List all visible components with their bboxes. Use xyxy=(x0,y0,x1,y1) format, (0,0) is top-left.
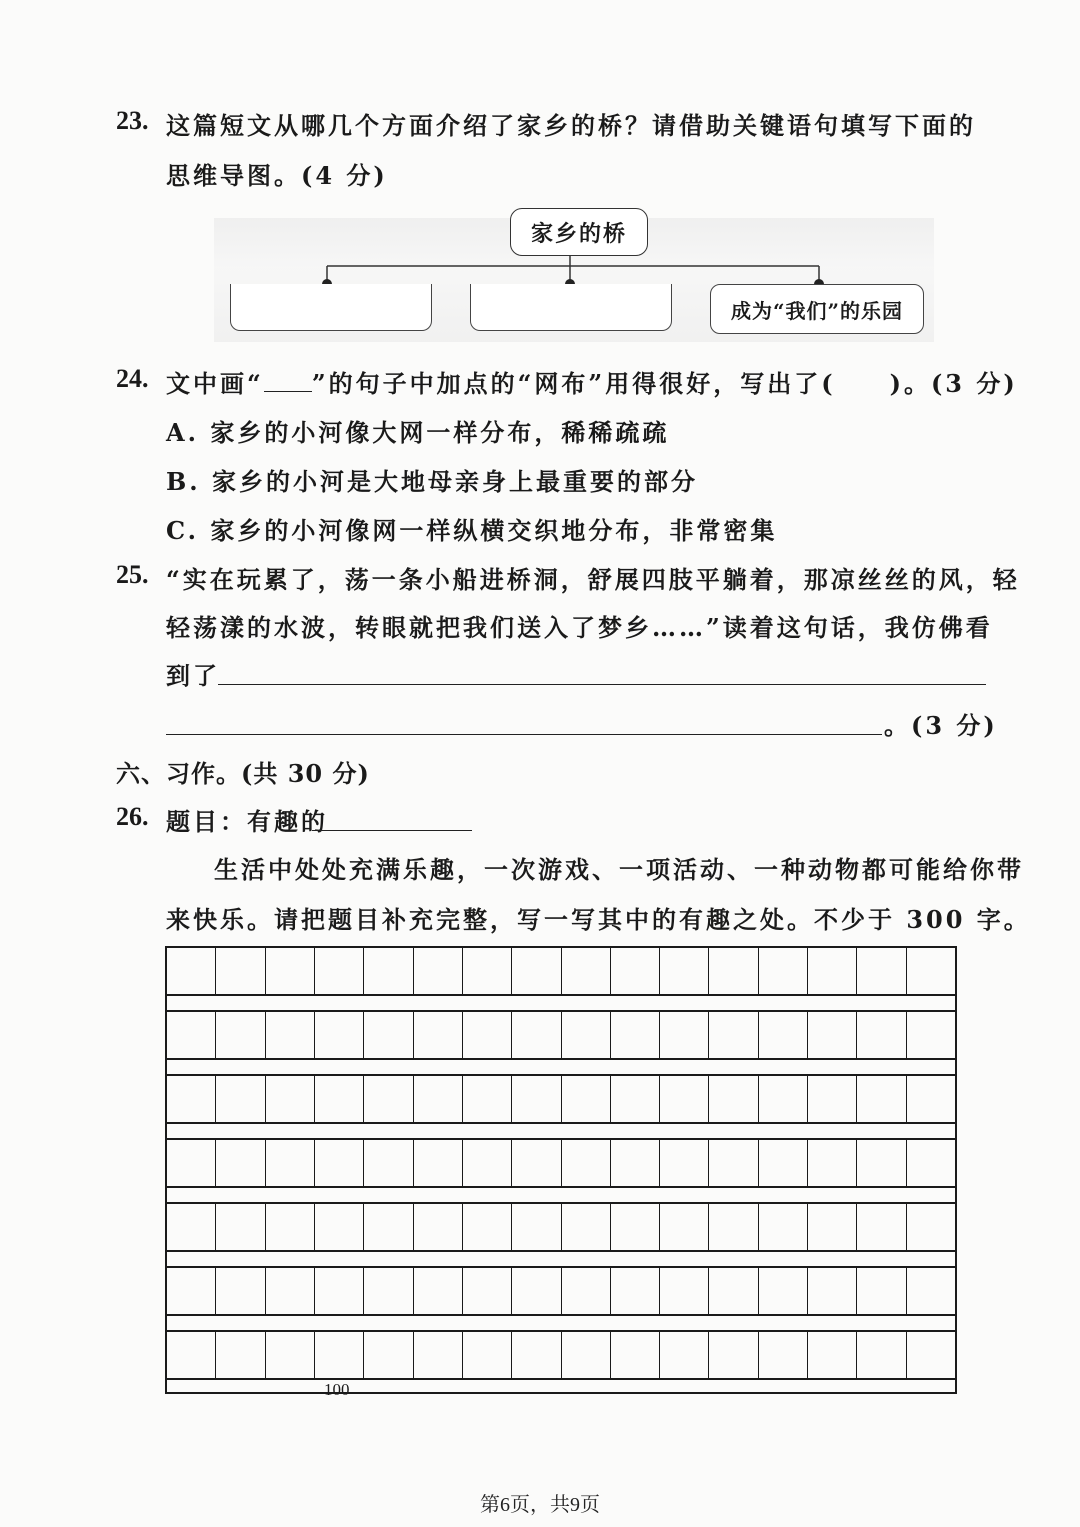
grid-cell[interactable] xyxy=(857,1140,906,1186)
grid-cell[interactable] xyxy=(463,1268,512,1314)
mindmap-blank-1[interactable] xyxy=(230,284,432,331)
grid-cell[interactable] xyxy=(562,1012,611,1058)
q26-prompt-2: 来快乐。请把题目补充完整，写一写其中的有趣之处。不少于 300 字。 xyxy=(166,905,1031,934)
q26-prompt-1: 生活中处处充满乐趣，一次游戏、一项活动、一种动物都可能给你带 xyxy=(214,855,1024,884)
grid-row[interactable] xyxy=(165,1266,957,1316)
grid-cell[interactable] xyxy=(167,1332,216,1378)
grid-cell[interactable] xyxy=(562,1332,611,1378)
grid-cell[interactable] xyxy=(414,948,463,994)
grid-cell[interactable] xyxy=(857,1268,906,1314)
grid-cell[interactable] xyxy=(709,1076,758,1122)
grid-cell[interactable] xyxy=(857,1332,906,1378)
grid-cell[interactable] xyxy=(808,1332,857,1378)
grid-cell[interactable] xyxy=(512,1268,561,1314)
grid-cell[interactable] xyxy=(808,1204,857,1250)
q25-line1: “实在玩累了，荡一条小船进桥洞，舒展四肢平躺着，那凉丝丝的风，轻 xyxy=(166,565,1020,594)
grid-cell[interactable] xyxy=(463,1332,512,1378)
grid-cell[interactable] xyxy=(266,1012,315,1058)
grid-cell[interactable] xyxy=(562,1268,611,1314)
grid-cell[interactable] xyxy=(315,1332,364,1378)
grid-cell[interactable] xyxy=(611,1076,660,1122)
grid-cell[interactable] xyxy=(512,948,561,994)
grid-cell[interactable] xyxy=(907,1332,955,1378)
grid-cell[interactable] xyxy=(364,948,413,994)
grid-cell[interactable] xyxy=(512,1204,561,1250)
grid-cell[interactable] xyxy=(216,1140,265,1186)
grid-cell[interactable] xyxy=(907,1204,955,1250)
grid-cell[interactable] xyxy=(857,1012,906,1058)
grid-cell[interactable] xyxy=(907,1140,955,1186)
grid-cell[interactable] xyxy=(660,1076,709,1122)
mindmap-blank-2[interactable] xyxy=(470,284,672,331)
grid-cell[interactable] xyxy=(857,1076,906,1122)
grid-cell[interactable] xyxy=(660,1204,709,1250)
grid-cell[interactable] xyxy=(364,1012,413,1058)
q23-line2: 思维导图。(4 分) xyxy=(166,161,388,190)
grid-cell[interactable] xyxy=(364,1268,413,1314)
grid-cell[interactable] xyxy=(167,1268,216,1314)
grid-cell[interactable] xyxy=(414,1204,463,1250)
q24-stem-part-b: ”的句子中加点的“网布”用得很好，写出了( xyxy=(311,369,836,398)
grid-cell[interactable] xyxy=(216,1012,265,1058)
grid-cell[interactable] xyxy=(808,948,857,994)
grid-cell[interactable] xyxy=(463,948,512,994)
grid-cell[interactable] xyxy=(266,1076,315,1122)
grid-cell[interactable] xyxy=(167,1204,216,1250)
grid-cell[interactable] xyxy=(857,948,906,994)
q25-line3: 到了 xyxy=(166,661,220,690)
grid-cell[interactable] xyxy=(512,1140,561,1186)
grid-cell[interactable] xyxy=(315,1268,364,1314)
grid-cell[interactable] xyxy=(364,1332,413,1378)
grid-row-gap xyxy=(165,1252,957,1266)
grid-cell[interactable] xyxy=(611,1332,660,1378)
grid-cell[interactable] xyxy=(414,1268,463,1314)
grid-cell[interactable] xyxy=(512,1332,561,1378)
q24-stem-part-a: 文中画“ xyxy=(166,369,264,398)
grid-cell[interactable] xyxy=(759,948,808,994)
grid-row[interactable] xyxy=(165,1138,957,1188)
grid-cell[interactable] xyxy=(759,1012,808,1058)
q24-option-c[interactable]: C. 家乡的小河像网一样纵横交织地分布，非常密集 xyxy=(166,516,778,545)
grid-cell[interactable] xyxy=(907,1076,955,1122)
q23-number: 23. xyxy=(116,106,149,135)
grid-cell[interactable] xyxy=(808,1268,857,1314)
grid-cell[interactable] xyxy=(660,1332,709,1378)
grid-cell[interactable] xyxy=(414,1012,463,1058)
q25-end: 。(3 分) xyxy=(884,711,998,740)
grid-cell[interactable] xyxy=(216,1076,265,1122)
grid-cell[interactable] xyxy=(364,1204,413,1250)
grid-row[interactable] xyxy=(165,1010,957,1060)
grid-row[interactable] xyxy=(165,946,957,996)
grid-cell[interactable] xyxy=(167,1076,216,1122)
mindmap-filled-box: 成为“我们”的乐园 xyxy=(710,284,924,334)
grid-row[interactable] xyxy=(165,1074,957,1124)
grid-cell[interactable] xyxy=(463,1204,512,1250)
q26-topic-blank[interactable] xyxy=(312,830,472,831)
grid-cell[interactable] xyxy=(808,1012,857,1058)
grid-cell[interactable] xyxy=(562,1076,611,1122)
grid-cell[interactable] xyxy=(562,948,611,994)
grid-cell[interactable] xyxy=(709,948,758,994)
grid-cell[interactable] xyxy=(660,1268,709,1314)
q24-number: 24. xyxy=(116,364,149,393)
grid-cell[interactable] xyxy=(709,1268,758,1314)
page-footer: 第6页，共9页 xyxy=(480,1494,600,1516)
grid-cell[interactable] xyxy=(709,1204,758,1250)
grid-cell[interactable] xyxy=(266,1268,315,1314)
grid-cell[interactable] xyxy=(266,1140,315,1186)
grid-cell[interactable] xyxy=(266,948,315,994)
grid-cell[interactable] xyxy=(315,1204,364,1250)
word-count-mark: 100 xyxy=(324,1380,350,1399)
q25-line2: 轻荡漾的水波，转眼就把我们送入了梦乡……”读着这句话，我仿佛看 xyxy=(166,613,993,642)
grid-row-gap xyxy=(165,1188,957,1202)
grid-cell[interactable] xyxy=(167,1140,216,1186)
section6-title: 六、习作。(共 30 分) xyxy=(116,759,370,788)
q26-number: 26. xyxy=(116,802,149,831)
grid-cell[interactable] xyxy=(216,1332,265,1378)
grid-cell[interactable] xyxy=(709,1012,758,1058)
q25-answer-line-1[interactable] xyxy=(218,684,986,685)
grid-cell[interactable] xyxy=(315,1012,364,1058)
grid-row-gap xyxy=(165,1316,957,1330)
grid-row-gap xyxy=(165,1060,957,1074)
q24-option-a[interactable]: A. 家乡的小河像大网一样分布，稀稀疏疏 xyxy=(166,418,670,447)
grid-cell[interactable] xyxy=(216,1204,265,1250)
grid-cell[interactable] xyxy=(315,948,364,994)
grid-cell[interactable] xyxy=(364,1076,413,1122)
writing-grid[interactable] xyxy=(165,946,957,1404)
q24-stem xyxy=(166,364,1018,399)
q25-number: 25. xyxy=(116,560,149,589)
grid-cell[interactable] xyxy=(660,948,709,994)
grid-cell[interactable] xyxy=(660,1140,709,1186)
q26-topic: 题目：有趣的 xyxy=(166,807,328,836)
grid-cell[interactable] xyxy=(315,1076,364,1122)
grid-cell[interactable] xyxy=(216,948,265,994)
grid-row-gap xyxy=(165,996,957,1010)
grid-cell[interactable] xyxy=(611,1204,660,1250)
grid-cell[interactable] xyxy=(216,1268,265,1314)
grid-cell[interactable] xyxy=(759,1076,808,1122)
grid-cell[interactable] xyxy=(759,1140,808,1186)
grid-cell[interactable] xyxy=(266,1204,315,1250)
grid-row-gap xyxy=(165,1380,957,1394)
grid-cell[interactable] xyxy=(463,1076,512,1122)
grid-cell[interactable] xyxy=(611,1012,660,1058)
grid-cell[interactable] xyxy=(907,948,955,994)
grid-cell[interactable] xyxy=(857,1204,906,1250)
grid-cell[interactable] xyxy=(709,1332,758,1378)
grid-cell[interactable] xyxy=(709,1140,758,1186)
q24-option-b[interactable]: B. 家乡的小河是大地母亲身上最重要的部分 xyxy=(166,467,698,496)
grid-cell[interactable] xyxy=(364,1140,413,1186)
grid-cell[interactable] xyxy=(315,1140,364,1186)
grid-cell[interactable] xyxy=(611,1268,660,1314)
q24-stem-part-c: )。(3 分) xyxy=(889,369,1018,398)
grid-cell[interactable] xyxy=(167,1012,216,1058)
grid-cell[interactable] xyxy=(512,1076,561,1122)
grid-cell[interactable] xyxy=(808,1076,857,1122)
grid-cell[interactable] xyxy=(562,1204,611,1250)
grid-cell[interactable] xyxy=(562,1140,611,1186)
grid-cell[interactable] xyxy=(414,1140,463,1186)
grid-cell[interactable] xyxy=(167,948,216,994)
grid-cell[interactable] xyxy=(907,1268,955,1314)
grid-cell[interactable] xyxy=(512,1012,561,1058)
grid-cell[interactable] xyxy=(611,1140,660,1186)
q24-underline-mark xyxy=(264,369,312,392)
grid-cell[interactable] xyxy=(463,1012,512,1058)
q25-answer-line-2[interactable] xyxy=(166,734,882,735)
grid-cell[interactable] xyxy=(266,1332,315,1378)
grid-cell[interactable] xyxy=(660,1012,709,1058)
grid-cell[interactable] xyxy=(414,1076,463,1122)
grid-row-gap xyxy=(165,1124,957,1138)
grid-cell[interactable] xyxy=(463,1140,512,1186)
grid-cell[interactable] xyxy=(759,1204,808,1250)
grid-cell[interactable] xyxy=(759,1332,808,1378)
grid-cell[interactable] xyxy=(759,1268,808,1314)
grid-cell[interactable] xyxy=(611,948,660,994)
grid-cell[interactable] xyxy=(907,1012,955,1058)
grid-row[interactable] xyxy=(165,1202,957,1252)
grid-row[interactable] xyxy=(165,1330,957,1380)
q23-line1: 这篇短文从哪几个方面介绍了家乡的桥？请借助关键语句填写下面的 xyxy=(166,111,976,140)
mindmap-title: 家乡的桥 xyxy=(510,208,648,256)
grid-cell[interactable] xyxy=(808,1140,857,1186)
grid-cell[interactable] xyxy=(414,1332,463,1378)
